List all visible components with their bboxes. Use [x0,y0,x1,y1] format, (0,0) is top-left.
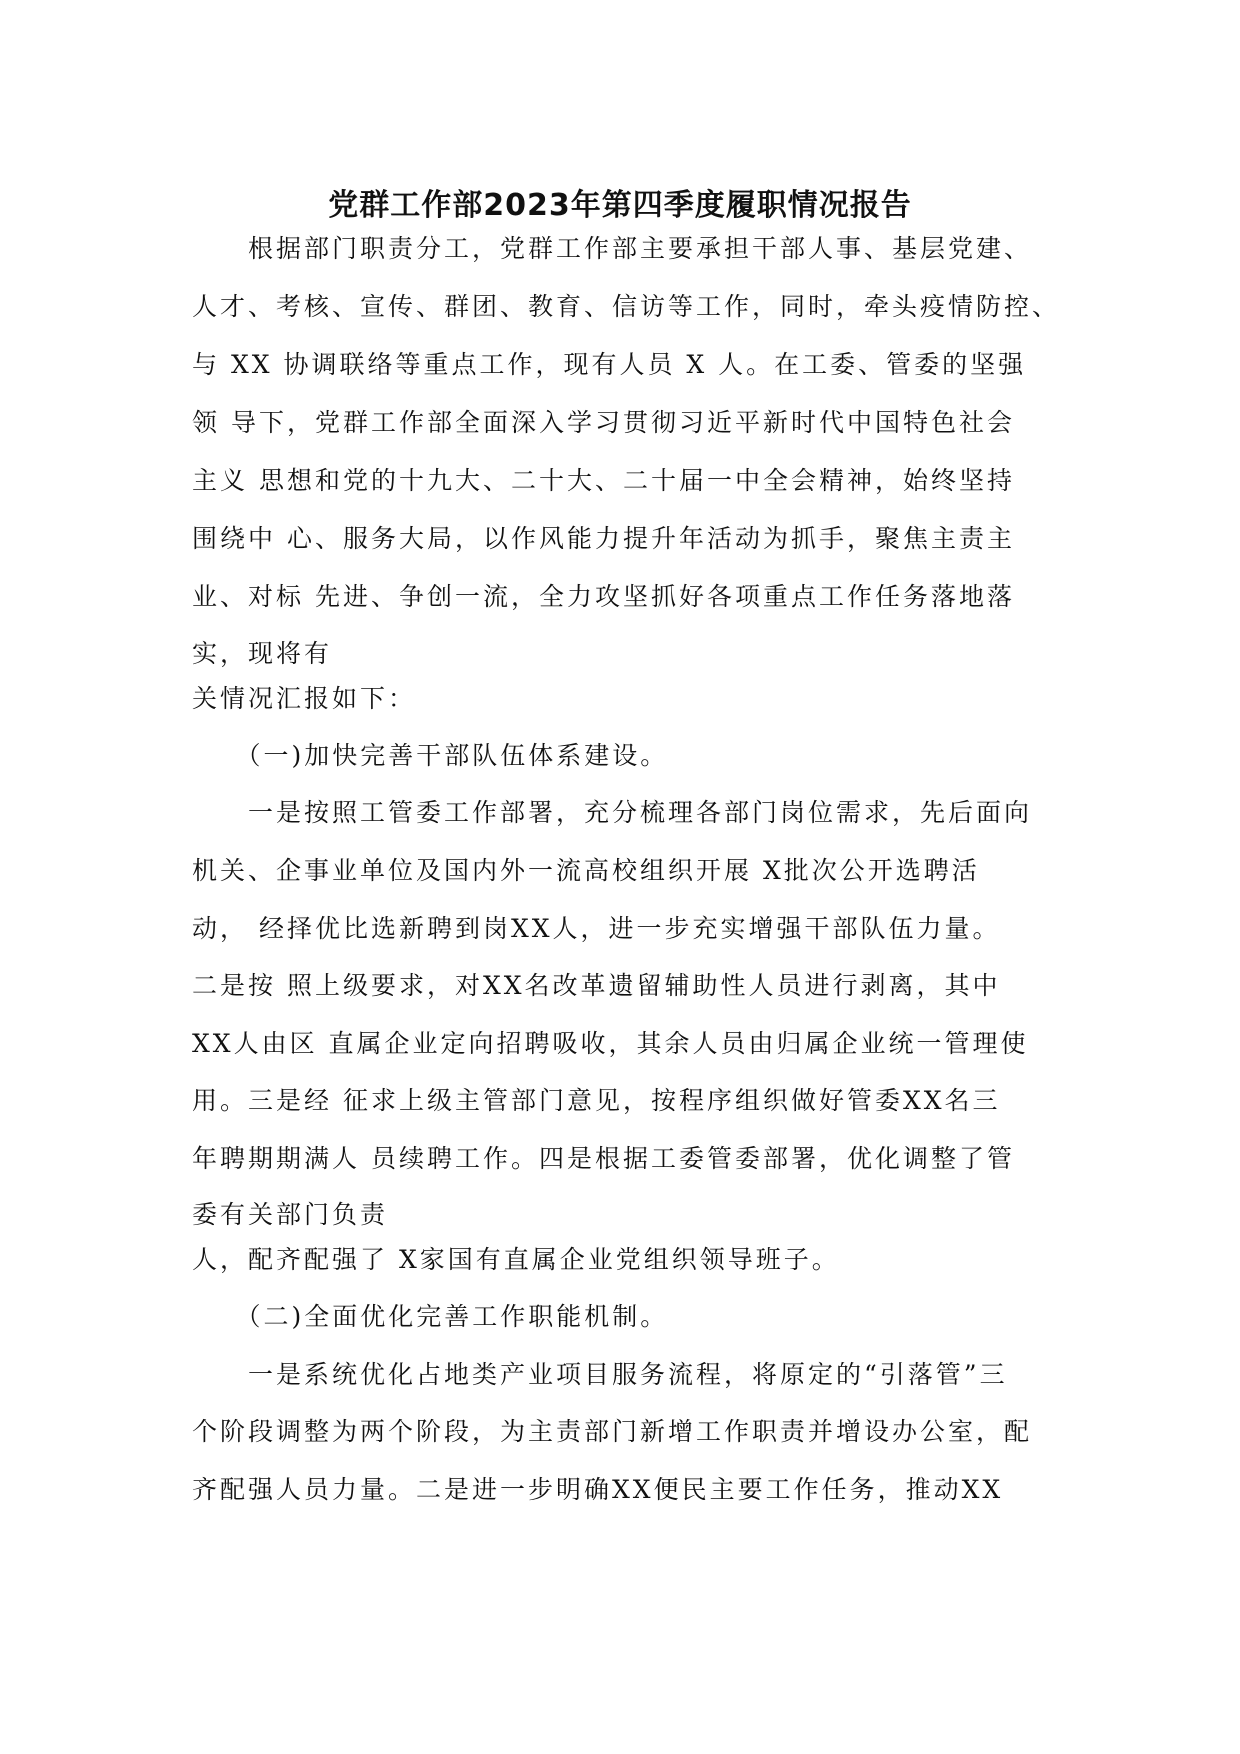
paragraph-line: 关情况汇报如下： [192,684,417,713]
paragraph-line: 人，配齐配强了 X家国有直属企业党组织领导班子。 [192,1245,840,1274]
paragraph-line: 二是按 照上级要求，对XX名改革遗留辅助性人员进行剥离，其中 [192,971,1001,1000]
paragraph-line: 实，现将有 [192,639,333,668]
paragraph-line: 主义 思想和党的十九大、二十大、二十届一中全会精神，始终坚持 [192,466,1015,495]
paragraph-line: 领 导下，党群工作部全面深入学习贯彻习近平新时代中国特色社会 [192,408,1015,437]
paragraph-line: 与 XX 协调联络等重点工作，现有人员 X 人。在工委、管委的坚强 [192,350,1027,379]
paragraph-line: 年聘期期满人 员续聘工作。四是根据工委管委部署，优化调整了管 [192,1144,1015,1173]
paragraph-line: XX人由区 直属企业定向招聘吸收，其余人员由归属企业统一管理使 [192,1029,1029,1058]
section-heading: （二)全面优化完善工作职能机制。 [192,1302,669,1331]
paragraph-line: 用。三是经 征求上级主管部门意见，按程序组织做好管委XX名三 [192,1086,1001,1115]
paragraph-line: 一是系统优化占地类产业项目服务流程，将原定的“引落管”三 [192,1360,1008,1389]
paragraph-line: 业、对标 先进、争创一流，全力攻坚抓好各项重点工作任务落地落 [192,582,1015,611]
paragraph-line: 个阶段调整为两个阶段，为主责部门新增工作职责并增设办公室，配 [192,1417,1033,1446]
paragraph-line: 齐配强人员力量。二是进一步明确XX便民主要工作任务，推动XX [192,1475,1004,1504]
document-title: 党群工作部2023年第四季度履职情况报告 [328,188,912,223]
paragraph-line: 动， 经择优比选新聘到岗XX人，进一步充实增强干部队伍力量。 [192,914,1001,943]
paragraph-line: 根据部门职责分工，党群工作部主要承担干部人事、基层党建、 [192,234,1033,263]
paragraph-line: 机关、企事业单位及国内外一流高校组织开展 X批次公开选聘活 [192,856,980,885]
section-heading: （一)加快完善干部队伍体系建设。 [192,741,669,770]
paragraph-line: 委有关部门负责 [192,1200,389,1229]
paragraph-line: 围绕中 心、服务大局，以作风能力提升年活动为抓手，聚焦主责主 [192,524,1015,553]
paragraph-line: 一是按照工管委工作部署，充分梳理各部门岗位需求，先后面向 [192,798,1033,827]
paragraph-line: 人才、考核、宣传、群团、教育、信访等工作，同时，牵头疫情防控、 [192,292,1061,321]
